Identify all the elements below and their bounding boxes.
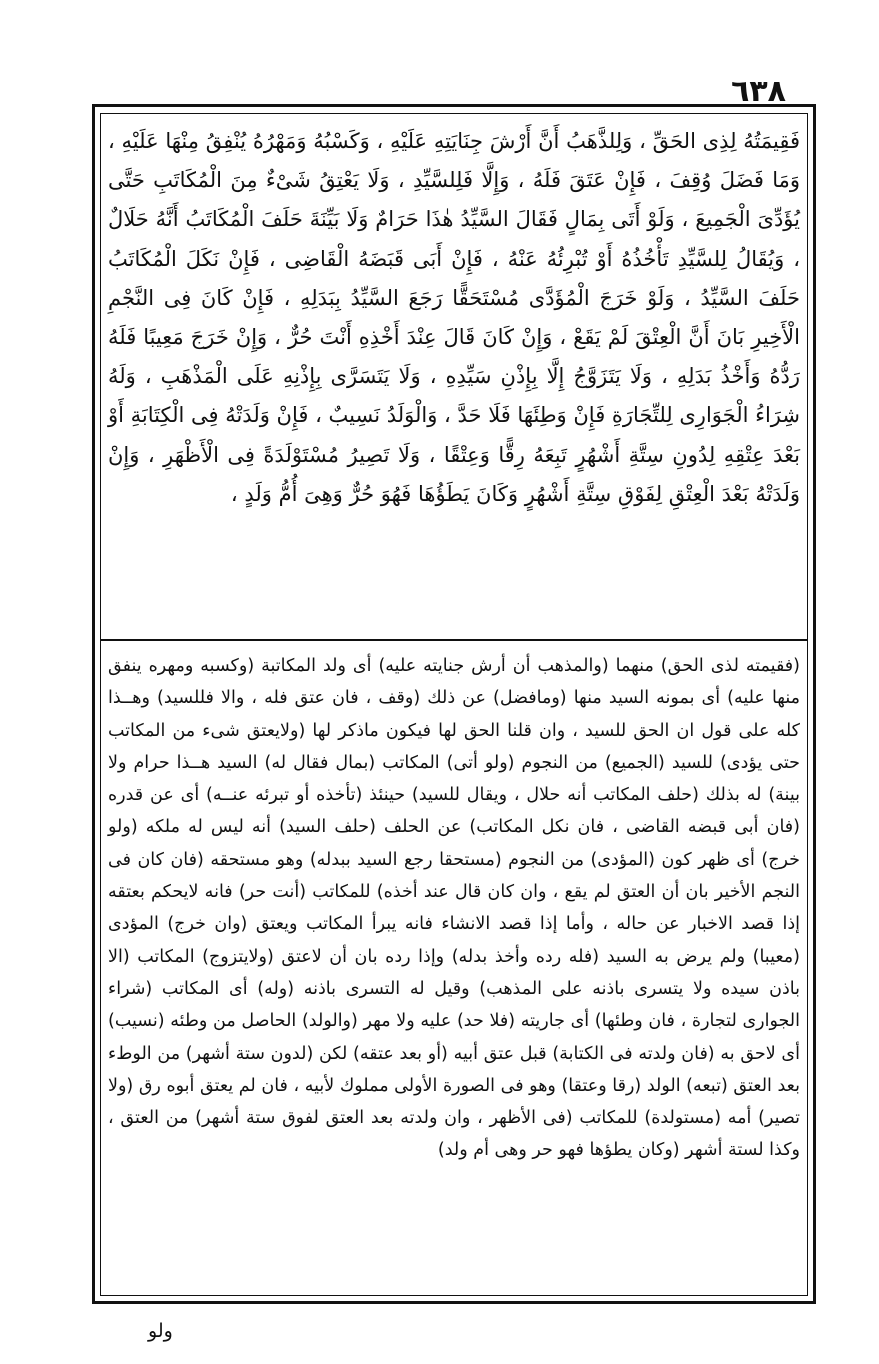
main-text: فَقِيمَتُهُ لِذِى الحَقِّ ، وَلِلذَّهَبُ أَنَّ أَرْشَ جِنَايَتِهِ عَلَيْهِ ، وَكَسْبُهُ وَمَهْرُهُ يُنْفِقُ مِنْهَا عَلَيْهِ ، وَمَا فَضَلَ وُقِفَ ، فَإِنْ عَتَقَ فَلَهُ ، وَإِلَّا فَلِلسَّيِّدِ ، وَلَا يَعْتِقُ شَىْءٌ مِنَ الْمُكَاتَبِ حَتَّى يُؤَدِّىَ الْجَمِيعَ ، وَلَوْ أَتَى بِمَالٍ فَقَالَ السَّيِّدُ هٰذَا حَرَامٌ وَلَا بَيِّنَةَ حَلَفَ الْمُكَاتَبُ أَنَّهُ حَلَالٌ ، وَيُقَالُ لِلسَّيِّدِ تَأْخُذُهُ أَوْ تُبْرِئُهُ عَنْهُ ، فَإِنْ أَبَى قَبَضَهُ الْقَاضِى ، فَإِنْ نَكَلَ الْمُكَاتَبُ حَلَفَ السَّيِّدُ ، وَلَوْ خَرَجَ الْمُؤَدَّى مُسْتَحَقًّا رَجَعَ السَّيِّدُ بِبَدَلِهِ ، فَإِنْ كَانَ فِى النَّجْمِ الْأَخِيرِ بَانَ أَنَّ الْعِتْقَ لَمْ يَقَعْ ، وَإِنْ كَانَ قَالَ عِنْدَ أَخْذِهِ أَنْتَ حُرٌّ ، وَإِنْ خَرَجَ مَعِيبًا فَلَهُ رَدُّهُ وَأَخْذُ بَدَلِهِ ، وَلَا يَتَزَوَّجُ إِلَّا بِإِذْنِ سَيِّدِهِ ، وَلَا يَتَسَرَّى بِإِذْنِهِ عَلَى الْمَذْهَبِ ، وَلَهُ شِرَاءُ الْجَوَارِى لِلتِّجَارَةِ فَإِنْ وَطِئَهَا فَلَا حَدَّ ، وَالْوَلَدُ نَسِيبٌ ، فَإِنْ وَلَدَتْهُ فِى الْكِتَابَةِ أَوْ بَعْدَ عِتْقِهِ لِدُونِ سِتَّةِ أَشْهُرٍ تَبِعَهُ رِقًّا وَعِتْقًا ، وَلَا تَصِيرُ مُسْتَوْلَدَةً فِى الْأَظْهَرِ ، وَإِنْ وَلَدَتْهُ بَعْدَ الْعِتْقِ لِفَوْقِ سِتَّةِ أَشْهُرٍ وَكَانَ يَطَؤُهَا فَهُوَ حُرٌّ وَهِىَ أُمُّ وَلَدٍ ، — [107, 129, 800, 506]
catchword: ولو — [148, 1320, 173, 1342]
commentary-text: (فقيمته لذى الحق) منهما (والمذهب أن أرش جنايته عليه) أى ولد المكاتبة (وكسبه ومهره ينفق منها عليه) أى بمونه السيد منها (ومافضل) عن ذلك (وقف ، فان عتق فله ، والا فللسيد) وهــذا كله على قول ان الحق للسيد ، وان قلنا الحق لها فيكون ماذكر لها (ولايعتق شىء من المكاتب حتى يؤدى) للسيد (الجميع) من النجوم (ولو أتى) المكاتب (بمال فقال له) السيد هــذا حرام ولا بينة) له بذلك (حلف المكاتب أنه حلال ، ويقال للسيد) حينئذ (تأخذه أو تبرئه عنــه) أى عن قدره (فان أبى قبضه القاضى ، فان نكل المكاتب) عن الحلف (حلف السيد) أنه ليس له ملكه (ولو خرج) أى ظهر كون (المؤدى) من النجوم (مستحقا رجع السيد ببدله) وهو مستحقه (فان كان فى النجم الأخير بان أن العتق لم يقع ، وان كان قال عند أخذه) للمكاتب (أنت حر) فانه لايحكم بعتقه إذا قصد الاخبار عن حاله ، وأما إذا قصد الانشاء فانه يبرأ المكاتب ويعتق (وان خرج) المؤدى (معيبا) ولم يرض به السيد (فله رده وأخذ بدله) وإذا رده بان أن لاعتق (ولايتزوج) المكاتب (الا باذن سيده ولا يتسرى باذنه على المذهب) وقيل له التسرى باذنه (وله) أى المكاتب (شراء الجوارى لتجارة ، فان وطئها) أى جاريته (فلا حد) عليه ولا مهر (والولد) الحاصل من وطئه (نسيب) أى لاحق به (فان ولدته فى الكتابة) قبل عتق أبيه (أو بعد عتقه) لكن (لدون ستة أشهر) من الوطء بعد العتق (تبعه) الولد (رقا وعتقا) وهو فى الصورة الأولى مملوك لأبيه ، فان لم يعتق أبوه رق (ولا تصير) أمه (مستولدة) للمكاتب (فى الأظهر ، وان ولدته بعد العتق لفوق ستة أشهر) من العتق ، وكذا لستة أشهر (وكان يطؤها فهو حر وهى أم ولد) — [108, 656, 800, 1161]
page-number: ٦٣٨ — [731, 74, 786, 109]
section-divider — [100, 639, 808, 641]
